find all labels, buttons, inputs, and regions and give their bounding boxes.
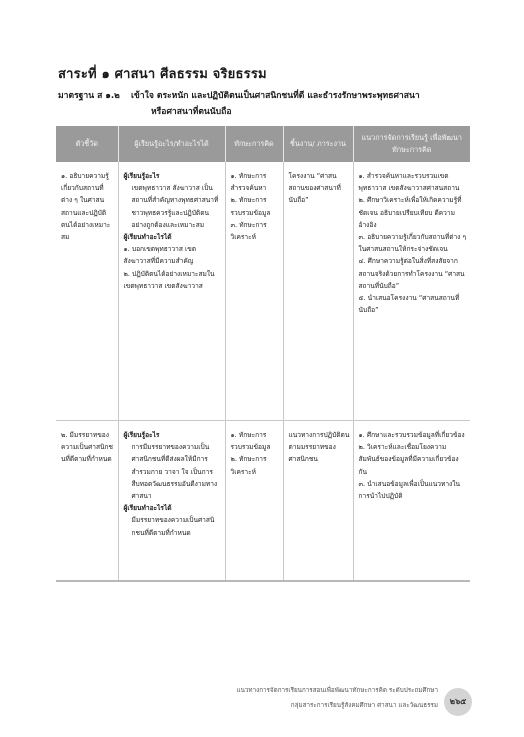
guideline-item: ๓. อธิบายความรู้เกี่ยวกับสถานที่ต่าง ๆ ในศาสนสถานให้กระจ่างชัดเจน [358, 233, 467, 254]
know-text: การมีมรรยาทของความเป็นศาสนิกชนที่ดีส่งผลให้มีการสำรวมกาย วาจา ใจ เป็นการสืบทอดวัฒนธรรมอันดีงามทางศาสนา [131, 443, 218, 501]
do-item: ๑. บอกเขตพุทธาวาส เขตสังฆาวาสที่มีความสำคัญ [123, 245, 197, 266]
standard-text-line2: หรือศาสนาที่ตนนับถือ [151, 107, 232, 117]
footer-subject-group: กลุ่มสาระการเรียนรู้สังคมศึกษา ศาสนา และวัฒนธรรม [290, 702, 438, 709]
guideline-item: ๑. ศึกษาและรวบรวมข้อมูลที่เกี่ยวข้อง [358, 431, 465, 439]
page-number-badge: ๒๖๕ [444, 688, 472, 716]
table-header-row [56, 126, 470, 162]
skill-item: ๑. ทักษะการรวบรวมข้อมูล [230, 431, 271, 452]
do-label: ผู้เรียนทำอะไรได้ [123, 504, 172, 513]
footer-book-title: แนวทางการจัดการเรียนการสอนเพื่อพัฒนาทักษะการคิด ระดับประถมศึกษา [236, 687, 438, 694]
know-text: เขตพุทธาวาส สังฆาวาส เป็นสถานที่สำคัญทางพุทธศาสนาที่ชาวพุทธควรรู้และปฏิบัติตนอย่างถูกต้องและเหมาะสม [131, 184, 219, 229]
skill-item: ๓. ทักษะการวิเคราะห์ [230, 220, 267, 242]
guideline-item: ๓. นำเสนอข้อมูลเพื่อเป็นแนวทางในการนำไปปฏิบัติ [358, 479, 460, 501]
standard-text-line1: เข้าใจ ตระหนัก และปฏิบัติตนเป็นศาสนิกชนที่ดี และธำรงรักษาพระพุทธศาสนา [131, 91, 420, 101]
header-indicator: ตัวชี้วัด [56, 126, 118, 162]
know-label: ผู้เรียนรู้อะไร [123, 172, 160, 180]
guideline-item: ๑. สำรวจค้นหาและรวบรวมเขตพุทธาวาส เขตสังฆาวาสศาสนสถาน [358, 172, 460, 193]
table-row [56, 162, 470, 421]
skills-cell [225, 421, 283, 582]
skill-item: ๒. ทักษะการวิเคราะห์ [230, 455, 267, 476]
indicator-cell: ๑. อธิบายความรู้เกี่ยวกับสถานที่ต่าง ๆ ในศาสนสถานและปฏิบัติตนได้อย่างเหมาะสม [56, 162, 118, 421]
guideline-item: ๒. ศึกษาวิเคราะห์เพื่อให้เกิดความรู้ที่ชัดเจน อธิบายเปรียบเทียบ ดีความ อ้างอิง [358, 196, 462, 229]
standard-statement [58, 88, 498, 120]
do-item: มีมรรยาทของความเป็นศาสนิกชนที่ดีตามที่กำหนด [131, 516, 215, 537]
guideline-cell [353, 162, 470, 421]
learning-cell [118, 421, 225, 582]
task-cell: โครงงาน “ศาสนสถานของศาสนาที่นับถือ” [283, 162, 353, 421]
do-label: ผู้เรียนทำอะไรได้ [123, 233, 172, 242]
do-item: ๒. ปฏิบัติตนได้อย่างเหมาะสมในเขตพุทธาวาส เขตสังฆาวาส [123, 269, 215, 290]
task-cell: แนวทางการปฏิบัติตนตามมรรยาทของศาสนิกชน [283, 421, 353, 582]
guideline-item: ๕. นำเสนอโครงงาน “ศาสนสถานที่นับถือ” [358, 294, 460, 315]
learning-cell [118, 162, 225, 421]
guideline-cell [353, 421, 470, 582]
header-task: ชิ้นงาน/ ภาระงาน [283, 126, 353, 162]
skill-item: ๑. ทักษะการสำรวจค้นหา [230, 172, 267, 193]
know-label: ผู้เรียนรู้อะไร [123, 431, 160, 439]
table-row [56, 421, 470, 582]
skills-cell [225, 162, 283, 421]
guideline-item: ๔. ศึกษาความรู้ต่อในสิ่งที่สงสัยจากสถานจริงด้วยการทำโครงงาน “ศาสนสถานที่นับถือ” [358, 257, 465, 290]
header-guideline: แนวการจัดการเรียนรู้ เพื่อพัฒนาทักษะการคิด [353, 126, 470, 162]
skill-item: ๒. ทักษะการรวบรวมข้อมูล [230, 196, 271, 217]
indicator-cell: ๒. มีมรรยาทของความเป็นศาสนิกชนที่ดีตามที่กำหนด [56, 421, 118, 582]
strand-title: สาระที่ ๑ ศาสนา ศีลธรรม จริยธรรม [58, 67, 267, 82]
header-learning: ผู้เรียนรู้อะไร/ทำอะไรได้ [118, 126, 225, 162]
indicator-table [56, 126, 470, 582]
header-thinking-skill: ทักษะการคิด [225, 126, 283, 162]
guideline-item: ๒. วิเคราะห์และเชื่อมโยงความสัมพันธ์ของข้อมูลที่มีความเกี่ยวข้องกัน [358, 443, 459, 476]
standard-code: มาตรฐาน ส ๑.๒ [58, 91, 120, 101]
